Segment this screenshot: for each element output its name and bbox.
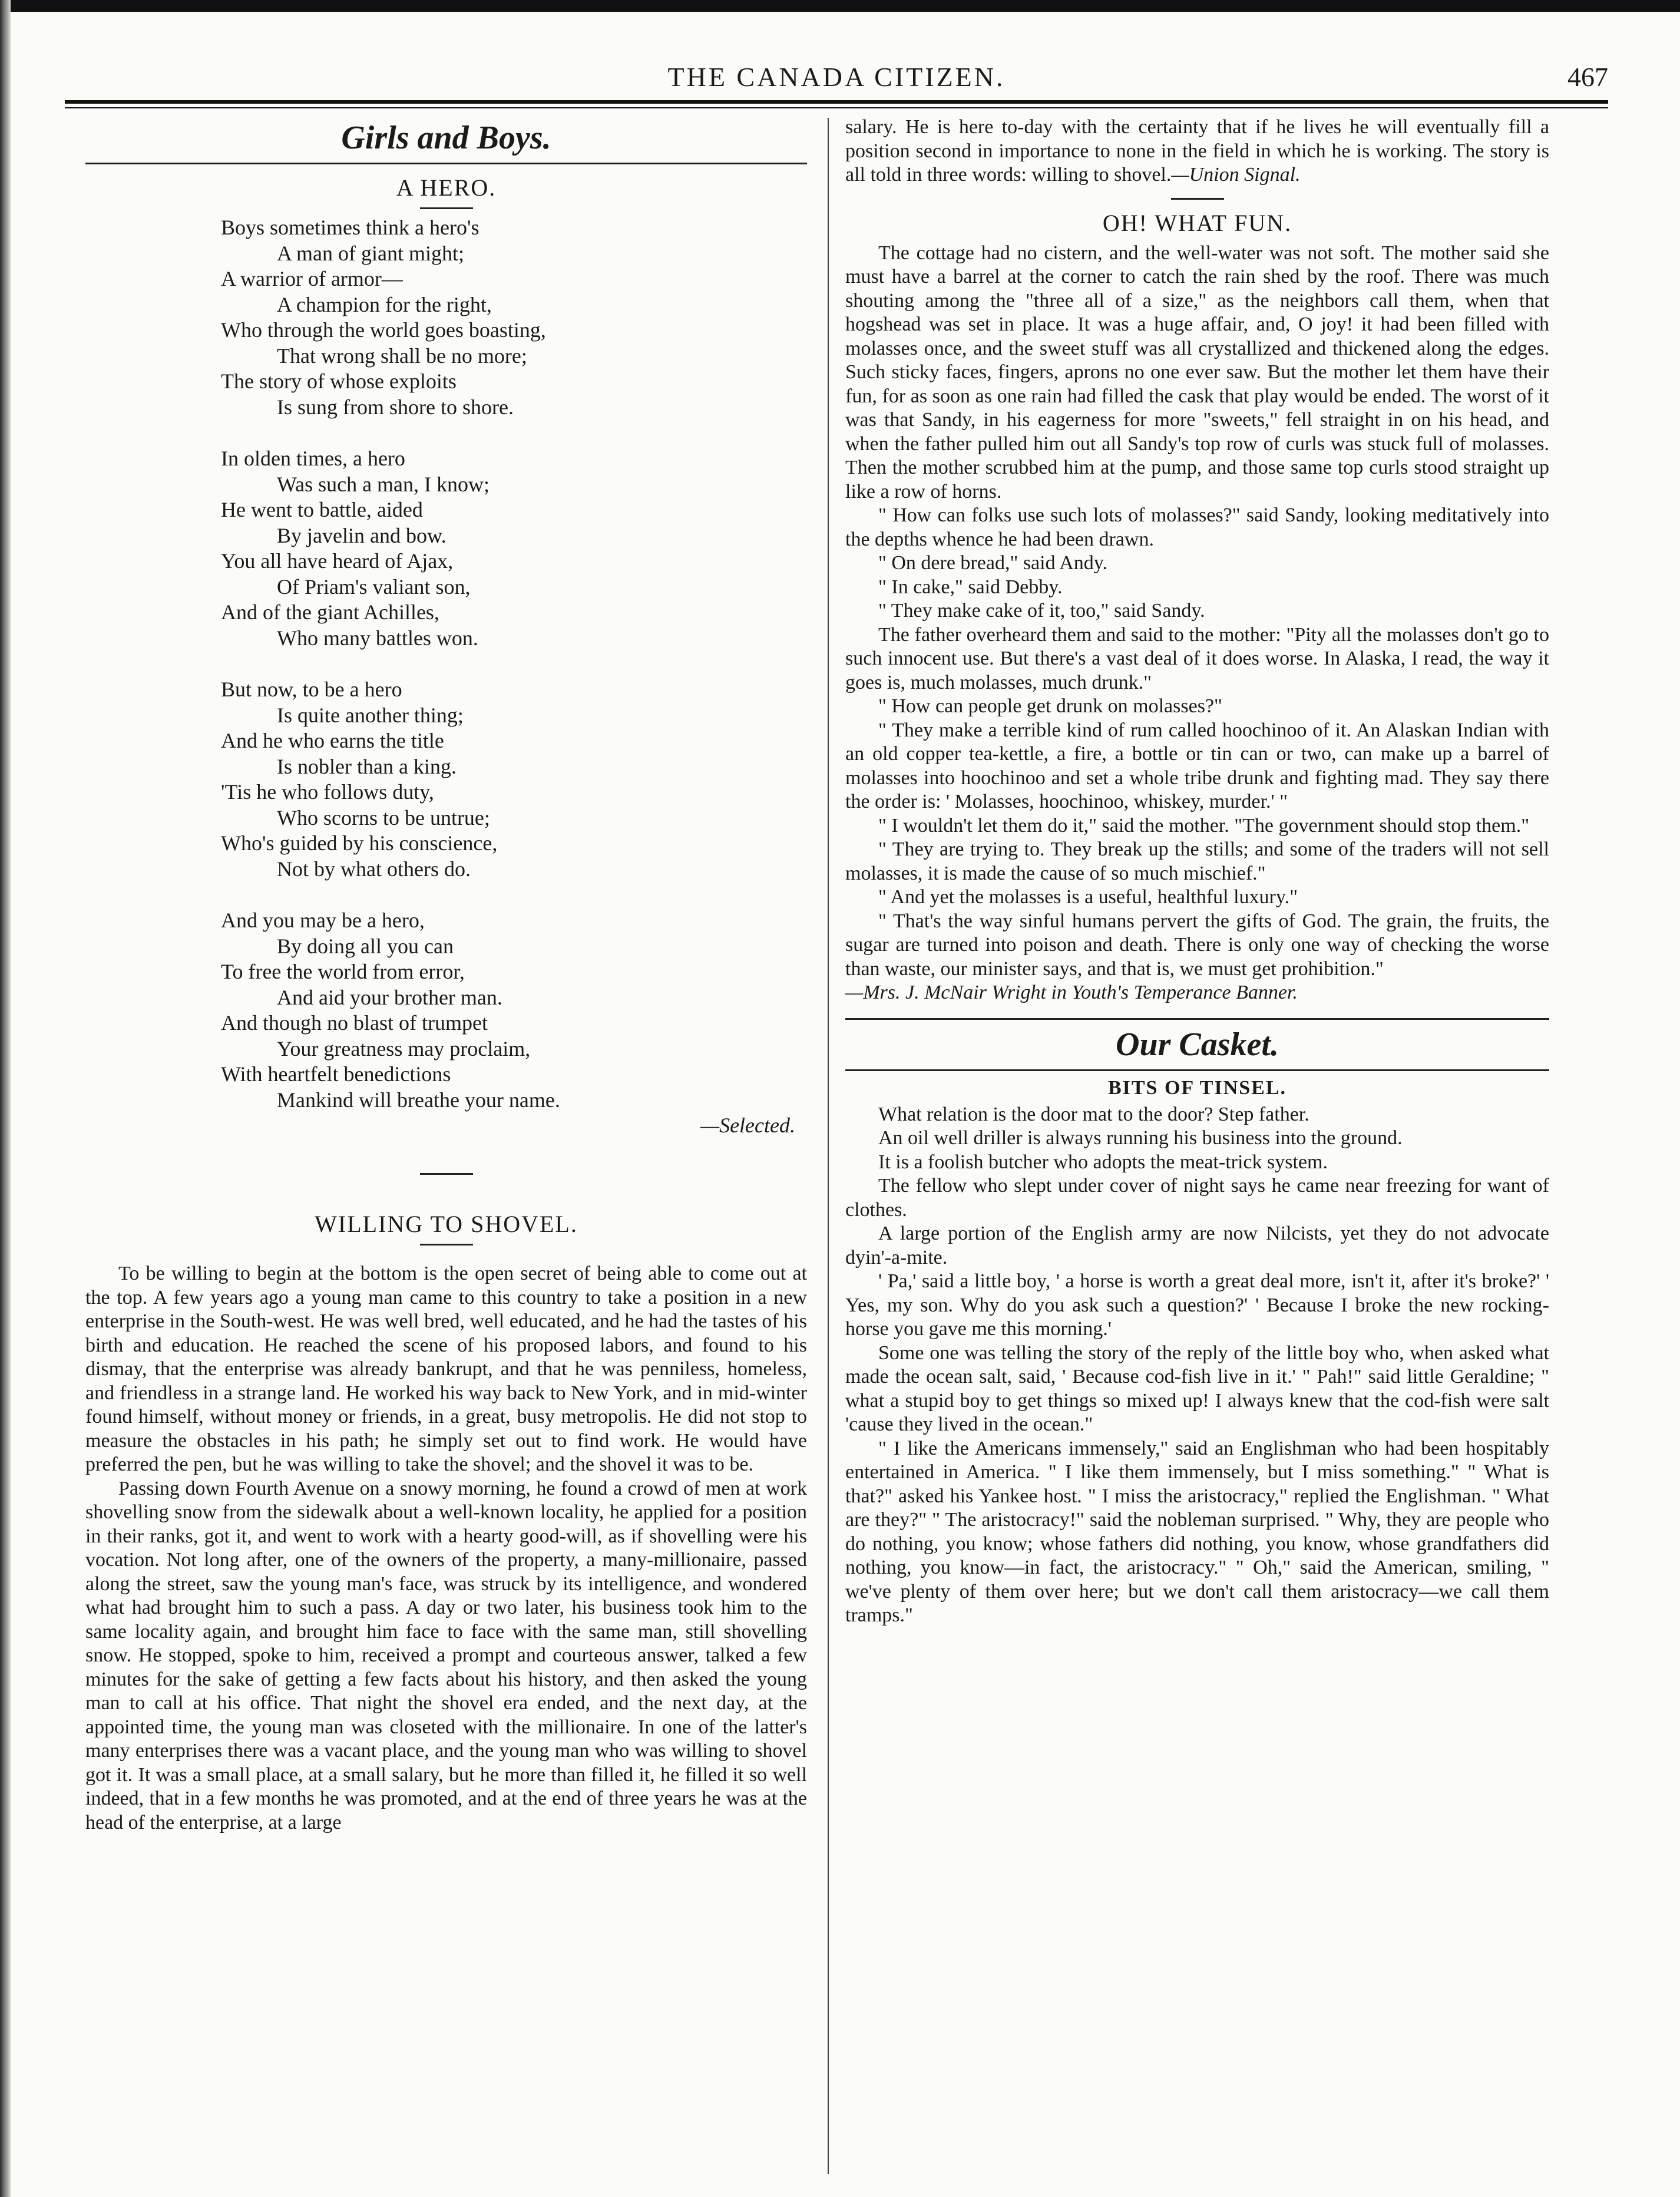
poem-line: The story of whose exploits xyxy=(221,369,457,393)
poem-line: That wrong shall be no more; xyxy=(277,343,527,368)
article-title-willing-to-shovel: WILLING TO SHOVEL. xyxy=(315,1211,578,1237)
article-paragraph: " They make a terrible kind of rum called hoochinoo of it. An Alaskan Indian with an old copper tea-kettle, a fire, a bottle or tin can or two, can make up a barrel of molasses into hoochinoo and set a whole tribe drunk and fighting mad. They say there the order is: ' Molasses, hoochinoo, whiskey, murder.' " xyxy=(845,719,1549,812)
article-paragraph: " In cake," said Debby. xyxy=(878,576,1063,598)
article-paragraph: " They are trying to. They break up the stills; and some of the traders will not sell molasses, it is made the cause of so much mischief." xyxy=(845,838,1549,884)
title-rule xyxy=(420,207,473,209)
section-rule xyxy=(845,1018,1549,1020)
poem-title: A HERO. xyxy=(396,174,497,201)
poem-line: Is nobler than a king. xyxy=(277,754,457,778)
poem-stanza xyxy=(221,908,807,1113)
poem-line: Who's guided by his conscience, xyxy=(221,831,498,855)
poem-line: By javelin and bow. xyxy=(277,523,447,547)
poem-stanza xyxy=(221,446,807,651)
poem-line: Is quite another thing; xyxy=(277,703,464,727)
poem-line: And you may be a hero, xyxy=(221,908,425,932)
article-paragraph: " They make cake of it, too," said Sandy. xyxy=(878,600,1205,622)
article-paragraph: The father overheard them and said to the mother: "Pity all the molasses don't go to such innocent use. But there's a vast deal of it does worse. In Alaska, I read, the way it goes is, much molasses, much drunk." xyxy=(845,623,1549,693)
poem-line: A warrior of armor— xyxy=(221,267,403,290)
section-rule xyxy=(845,1069,1549,1071)
article-credit: —Mrs. J. McNair Wright in Youth's Temperance Banner. xyxy=(845,982,1298,1003)
poem-line: In olden times, a hero xyxy=(221,447,405,470)
section-heading-girls-and-boys: Girls and Boys. xyxy=(341,120,551,156)
scan-top-border xyxy=(0,0,1680,12)
article-separator xyxy=(420,1173,473,1175)
article-paragraph: " How can folks use such lots of molasses?" said Sandy, looking meditatively into the depths whence he had been drawn. xyxy=(845,504,1549,550)
poem-line: He went to battle, aided xyxy=(221,498,423,521)
poem-signature: —Selected. xyxy=(700,1114,795,1137)
casket-item: It is a foolish butcher who adopts the meat-trick system. xyxy=(878,1151,1328,1173)
poem-line: To free the world from error, xyxy=(221,960,465,983)
continuation-text: salary. He is here to-day with the certainty that if he lives he will eventually fill a position second in importance to none in the field in which he is working. The story is all told in three words: willing to shovel. xyxy=(845,116,1549,186)
poem-line: And though no blast of trumpet xyxy=(221,1011,488,1035)
casket-subtitle: BITS OF TINSEL. xyxy=(1107,1076,1287,1099)
article-paragraph: " And yet the molasses is a useful, healthful luxury." xyxy=(878,886,1298,908)
left-column xyxy=(85,115,807,1835)
casket-item: A large portion of the English army are now Nilcists, yet they do not advocate dyin'-a-mite. xyxy=(845,1223,1549,1268)
poem-line: By doing all you can xyxy=(277,934,454,958)
casket-item: An oil well driller is always running his business into the ground. xyxy=(878,1127,1403,1149)
poem xyxy=(221,215,807,1113)
header-rule-thick xyxy=(65,100,1608,104)
column-divider xyxy=(828,118,829,2174)
poem-line: Mankind will breathe your name. xyxy=(277,1088,560,1112)
poem-line: Is sung from shore to shore. xyxy=(277,395,514,419)
poem-line: And of the giant Achilles, xyxy=(221,600,439,624)
casket-item: The fellow who slept under cover of night says he came near freezing for want of clothes. xyxy=(845,1175,1549,1221)
article-paragraph: " That's the way sinful humans pervert the gifts of God. The grain, the fruits, the sugar are turned into poison and death. There is only one way of checking the worse than waste, our minister says, and that is, we must get prohibition." xyxy=(845,910,1549,980)
poem-line: Not by what others do. xyxy=(277,857,471,881)
poem-line: And he who earns the title xyxy=(221,729,444,752)
article-paragraph: Passing down Fourth Avenue on a snowy morning, he found a crowd of men at work shovelling snow from the sidewalk about a well-known locality, he applied for a position in their ranks, got it, and went to work with a hearty good-will, as if shovelling were his vocation. Not long after, one of the owners of the property, a many-millionaire, passed along the street, saw the young man's face, was struck by its intelligence, and wondered what had brought him to such a pass. A day or two later, his business took him to the same locality again, and brought him face to face with the same man, still shovelling snow. He stopped, spoke to him, received a prompt and courteous answer, talked a few minutes for the sake of getting a few facts about his history, and then asked the young man to call at his office. That night the shovel era ended, and the next day, at the appointed time, the young man was closeted with the millionaire. In one of the latter's many enterprises there was a vacant place, and the young man who was willing to shovel got it. It was a small place, at a small salary, but he more than filled it, he filled it so well indeed, that in a few months he was promoted, and at the end of three years he was at the head of the enterprise, at a large xyxy=(85,1477,807,1833)
section-heading-our-casket: Our Casket. xyxy=(1116,1026,1279,1063)
page-number: 467 xyxy=(1567,62,1608,92)
article-continuation xyxy=(845,115,1549,187)
title-rule xyxy=(420,1244,473,1245)
poem-stanza xyxy=(221,677,807,882)
poem-line: Who many battles won. xyxy=(277,626,478,650)
continuation-credit: —Union Signal. xyxy=(1171,164,1301,186)
poem-line: Who scorns to be untrue; xyxy=(277,805,490,830)
page-header xyxy=(65,57,1608,104)
article-separator xyxy=(1171,198,1224,200)
article-paragraph: " On dere bread," said Andy. xyxy=(878,552,1108,574)
section-rule xyxy=(85,163,807,164)
poem-line: Boys sometimes think a hero's xyxy=(221,216,479,239)
casket-item: Some one was telling the story of the reply of the little boy who, when asked what made the ocean salt, said, ' Because cod-fish live in it.' " Pah!" said little Geraldine; " what a stupid boy to get things so mixed up! I always knew that the cod-fish were salt 'cause they lived in the ocean." xyxy=(845,1342,1549,1435)
article-paragraph: The cottage had no cistern, and the well-water was not soft. The mother said she must have a barrel at the corner to catch the rain shed by the roof. There was much shouting among the "three all of a size," as the neighbors call them, when that hogshead was set in place. It was a huge affair, and, O joy! it had been filled with molasses once, and the sweet stuff was all crystallized and thickened along the edges. Such sticky faces, fingers, aprons no one ever saw. But the mother let them have their fun, for as soon as one rain had filled the cask that play would be ended. The worst of it was that Sandy, in his eagerness for more "sweets," fell straight in on his head, and when the father pulled him out all Sandy's top row of curls was stuck full of molasses. Then the mother scrubbed him at the pump, and those same top curls stood straight up like a row of horns. xyxy=(845,242,1549,503)
article-paragraph: " I wouldn't let them do it," said the mother. "The government should stop them." xyxy=(878,814,1530,837)
header-rule-thin xyxy=(65,107,1608,108)
poem-line: Of Priam's valiant son, xyxy=(277,574,471,599)
article-paragraph: To be willing to begin at the bottom is the open secret of being able to come out at the top. A few years ago a young man came to this country to take a position in a new enterprise in the South-west. He was well bred, well educated, and he had the tastes of his birth and education. He reached the scene of his proposed labors, and found to his dismay, that the enterprise was already bankrupt, and that he was penniless, homeless, and friendless in a strange land. He worked his way back to New York, and in mid-winter found himself, without money or friends, in a great, busy metropolis. He did not stop to measure the obstacles in his path; he simply set out to find work. He would have preferred the pen, but he was willing to take the shovel; and the shovel it was to be. xyxy=(85,1263,807,1475)
casket-item: " I like the Americans immensely," said an Englishman who had been hospitably entertained in America. " I like them immensely, but I miss something." " What is that?" asked his Yankee host. " I miss the aristocracy," replied the Englishman. " What are they?" " The aristocracy!" said the nobleman surprised. " Why, they are people who do nothing, you know; whose fathers did nothing, you know, whose grandfathers did nothing, you know—in fact, the aristocracy." " Oh," said the American, smiling, " we've plenty of them over here; but we don't call them aristocracy—we call them tramps." xyxy=(845,1437,1549,1626)
poem-line: Was such a man, I know; xyxy=(277,472,490,496)
poem-line: But now, to be a hero xyxy=(221,678,402,701)
poem-line: Your greatness may proclaim, xyxy=(277,1036,531,1060)
poem-line: 'Tis he who follows duty, xyxy=(221,780,434,804)
poem-line: A champion for the right, xyxy=(277,292,492,316)
right-column xyxy=(845,115,1549,1628)
article-paragraph: " How can people get drunk on molasses?" xyxy=(878,695,1222,717)
casket-item: What relation is the door mat to the door? Step father. xyxy=(878,1103,1309,1125)
newspaper-title: THE CANADA CITIZEN. xyxy=(667,62,1006,92)
scan-left-edge xyxy=(0,0,11,2197)
article-title-oh-what-fun: OH! WHAT FUN. xyxy=(1102,209,1292,236)
poem-line: A man of giant might; xyxy=(277,241,464,265)
poem-line: You all have heard of Ajax, xyxy=(221,549,454,573)
casket-item: ' Pa,' said a little boy, ' a horse is worth a great deal more, isn't it, after it's broke?' ' Yes, my son. Why do you ask such a question?' ' Because I broke the new rocking-horse you gave me this morning.' xyxy=(845,1270,1549,1340)
poem-stanza xyxy=(221,215,807,420)
poem-line: Who through the world goes boasting, xyxy=(221,318,546,342)
poem-line: And aid your brother man. xyxy=(277,985,502,1009)
poem-line: With heartfelt benedictions xyxy=(221,1062,451,1086)
